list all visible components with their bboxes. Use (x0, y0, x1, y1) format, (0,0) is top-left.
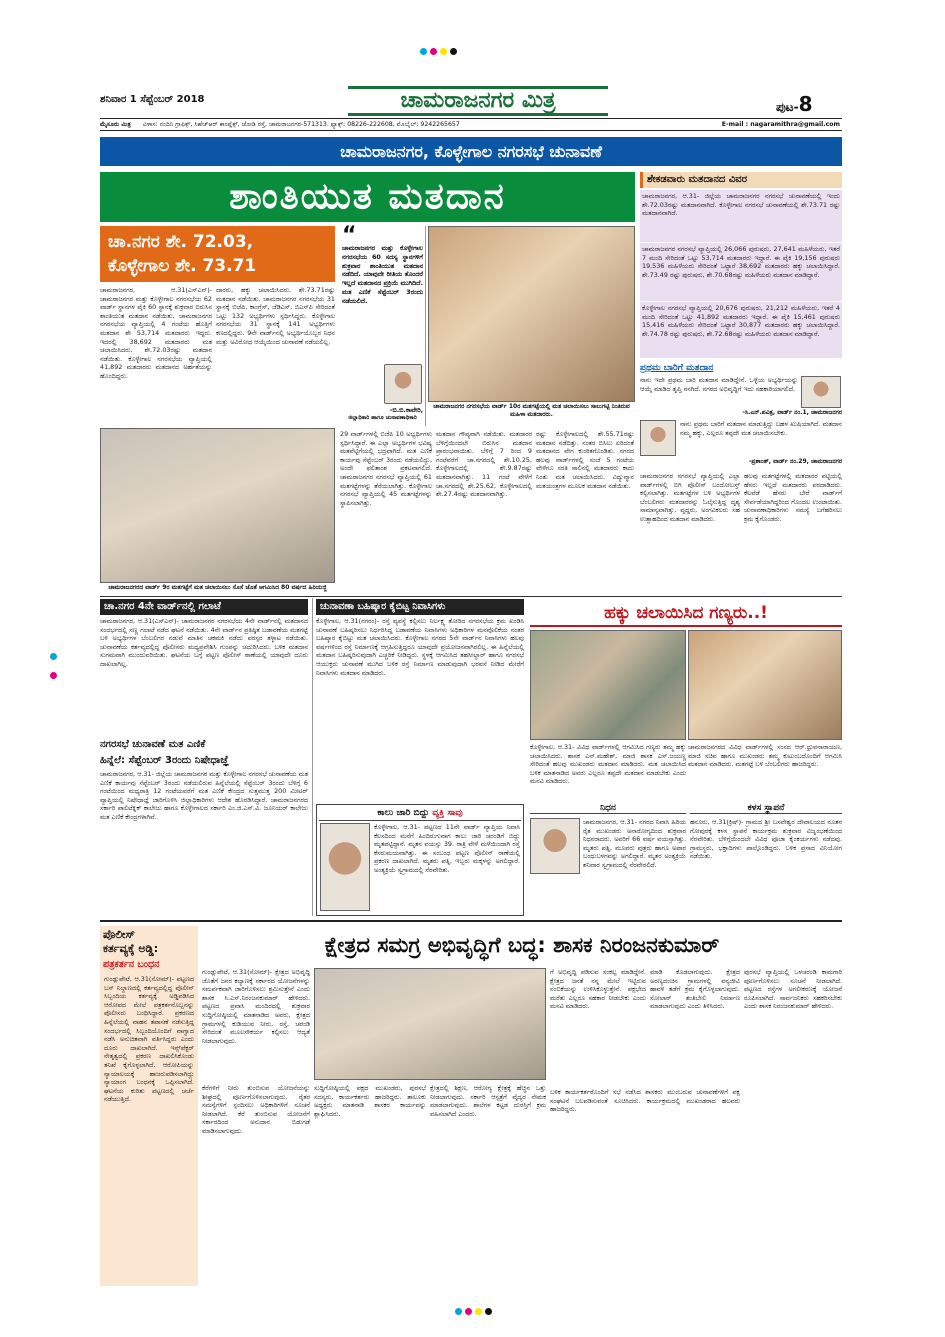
police-story-box (100, 926, 198, 1286)
first-vote-sig1: -ಸಿ.ಎನ್.ಪವಿತ್ರ, ವಾರ್ಡ್ ನಂ.1, ಚಾಮರಾಜನಗರ (742, 409, 842, 416)
page-label-text: ಪುಟ- (776, 100, 799, 114)
police-story-body: ಗುಂಡ್ಲುಪೇಟೆ, ಆ.31(ಸೋಮ್‌)- ಪಟ್ಟಣದ ಬಸ್ ನಿಲ್ದಾಣದಲ್ಲಿ ಕರ್ತವ್ಯದಲ್ಲಿದ್ದ ಪೊಲೀಸ್ ಸಿಬ್ಬಂದಿಯ ಕರ್ತವ್ಯಕ್ಕೆ ಅಡ್ಡಿಪಡಿಸಿದ ಆರೋಪದ ಮೇಲೆ ಪತ್ರಕರ್ತನೊಬ್ಬನನ್ನು ಪೊಲೀಸರು ಬಂಧಿಸಿದ್ದಾರೆ. ಪ್ರಕರಣದ ಹಿನ್ನೆಲೆಯಲ್ಲಿ ವಾಹನ ತಪಾಸಣೆ ನಡೆಸುತ್ತಿದ್ದ ಸಂದರ್ಭದಲ್ಲಿ ಸಿಬ್ಬಂದಿಯೊಂದಿಗೆ ವಾಗ್ವಾದ ನಡೆಸಿ ಅನುಚಿತವಾಗಿ ವರ್ತಿಸಿದ್ದರು ಎಂದು ದೂರು ದಾಖಲಾಗಿದೆ. ಇನ್ಸ್‌ಪೆಕ್ಟರ್ ನೇತೃತ್ವದಲ್ಲಿ ಪ್ರಕರಣ ದಾಖಲಿಸಿಕೊಂಡು ತನಿಖೆ ಕೈಗೊಳ್ಳಲಾಗಿದೆ. ಆರೋಪಿಯನ್ನು ನ್ಯಾಯಾಲಯಕ್ಕೆ ಹಾಜರುಪಡಿಸಲಾಗಿದ್ದು ನ್ಯಾಯಾಂಗ ಬಂಧನಕ್ಕೆ ಒಪ್ಪಿಸಲಾಗಿದೆ. ಘಟನೆಯ ಕುರಿತು ಪಟ್ಟಣದಲ್ಲಿ ಚರ್ಚೆ ನಡೆಯುತ್ತಿದೆ. (104, 975, 194, 1104)
lead-headline: ಶಾಂತಿಯುತ ಮತದಾನ (100, 172, 635, 222)
lead-body-col4: ಮತದಾನ ಗೌಪ್ಯವಾಗಿ ನಡೆಯಿತು. ಮತದಾರರ ಬೆಳಿಗ್ಗೆಯಿಂದಲೇ ಬಿರುಸಿನ ಮತದಾನ ಪ್ರಾರಂಭವಾಯಿತು. ಬೆಳಿಗ್ಗೆ 7 ರಿಂದ 9 ಗಂಟೆವರೆಗೆ ಚಾ.ನಗರದಲ್ಲಿ ಶೇ.10.25, ಕೊಳ್ಳೇಗಾಲದಲ್ಲಿ ಶೇ.9.87ರಷ್ಟು ಮತದಾನವಾಗಿತ್ತು. 11 ಗಂಟೆ ವೇಳೆಗೆ ಚಾ.ನಗರದಲ್ಲಿ ಶೇ.25.62, ಕೊಳ್ಳೇಗಾಲದಲ್ಲಿ ಶೇ.27.4ರಷ್ಟು ಮತದಾನವಾಗಿತ್ತು. (436, 430, 532, 499)
elder-voter-caption: ಚಾಮರಾಜನಗರದ ವಾರ್ಡ್ 9ರ ಮತಗಟ್ಟೆಗೆ ಮತ ಚಲಾಯಿಸಲು ಸೊಸೆ ಜೊತೆ ಆಗಮಿಸಿದ 80 ವರ್ಷದ ಹಿರಿಯಜ್ಜಿ (108, 584, 327, 591)
kalasa-headline: ಕಳಸ ಸ್ಥಾಪನೆ (690, 803, 842, 814)
collector-role: ಜಿಲ್ಲಾಧಿಕಾರಿ ಹಾಗೂ ಚುನಾವಣಾಧಿಕಾರಿ (348, 415, 417, 421)
registration-marks-bottom (455, 1300, 495, 1319)
ward-clash-body: ಚಾಮರಾಜನಗರ, ಆ.31(ಎಸ್‌ಎನ್‌)- ಚಾಮರಾಜನಗರ ನಗರಸಭೆಯ 4ನೇ ವಾರ್ಡ್‌ನಲ್ಲಿ ಮತದಾನದ ಸಂದರ್ಭದಲ್ಲಿ ಸಣ್ಣ ಗಲಾಟೆ ನಡೆದ ಘಟನೆ ನಡೆಯಿತು. 4ನೇ ವಾರ್ಡ್‌ನ ಪ್ರತಿಷ್ಠಿತ ಬಡಾವಣೆಯ ಮತಗಟ್ಟೆ ಬಳಿ ಅಭ್ಯರ್ಥಿಗಳ ಬೆಂಬಲಿಗರ ನಡುವೆ ಮಾತಿನ ಚಕಮಕಿ ನಡೆದು ಪರಸ್ಪರ ತಳ್ಳಾಟ ನಡೆಯಿತು. ಚುನಾವಣೆಯ ಕರ್ತವ್ಯದಲ್ಲಿದ್ದ ಪೊಲೀಸರು ಮಧ್ಯಪ್ರವೇಶಿಸಿ ಗುಂಪನ್ನು ಚದುರಿಸಿದರು. ಬಳಿಕ ಮತದಾನ ಸುಗಮವಾಗಿ ಮುಂದುವರಿಯಿತು. ಘಟನೆಯ ಬಗ್ಗೆ ಪಟ್ಟಣ ಪೊಲೀಸ್ ಠಾಣೆಯಲ್ಲಿ ಯಾವುದೇ ದೂರು ದಾಖಲಾಗಿಲ್ಲ. (100, 617, 308, 668)
lead-body-col2: ದಾರರು, ಹಕ್ಕು ಚಲಾಯಿಸಿದರು. ಶೇ.73.71ರಷ್ಟು ಮತದಾನ ನಡೆಯಿತು. ಚಾಮರಾಜನಗರ ನಗರಸಭೆಯ 31 ಸ್ಥಾನಕ್ಕೆ ಬಿಜೆಪಿ, ಕಾಂಗ್ರೆಸ್, ಜೆಡಿಎಸ್, ಬಿಎಸ್‌ಪಿ ಸೇರಿದಂತೆ ಒಟ್ಟು 132 ಅಭ್ಯರ್ಥಿಗಳು ಸ್ಪರ್ಧಿಸಿದ್ದರು. ಕೊಳ್ಳೇಗಾಲ ನಗರಸಭೆಯ 31 ಸ್ಥಾನಕ್ಕೆ 141 ಅಭ್ಯರ್ಥಿಗಳು ಕಣದಲ್ಲಿದ್ದರು. 9ನೇ ವಾರ್ಡ್‌ನಲ್ಲಿ ಅಭ್ಯರ್ಥಿಯೊಬ್ಬರ ನಿಧನ ಮತ್ತು ಅವಿರೋಧ ಆಯ್ಕೆಯಿಂದ ಚುನಾವಣೆ ನಡೆಯಲಿಲ್ಲ. (216, 286, 335, 346)
dignitary-photo-1 (530, 630, 686, 740)
boycott-body: ಕೊಳ್ಳೇಗಾಲ, ಆ.31(ನಗರಂ)- ರಸ್ತೆ ವ್ಯವಸ್ಥೆ ಕಲ್ಪಿಸಲು ನಿರ್ಲಕ್ಷ್ಯ ತೋರಿದ ನಗರಸಭೆಯ ಕ್ರಮ ಖಂಡಿಸಿ ಚುನಾವಣೆ ಬಹಿಷ್ಕರಿಸಲು ನಿರ್ಧರಿಸಿದ್ದ ಬಡಾವಣೆಯ ನಿವಾಸಿಗಳು ಅಧಿಕಾರಿಗಳ ಮನವೊಲಿಕೆಯ ನಂತರ ಬಹಿಷ್ಕಾರ ಕೈಬಿಟ್ಟು ಮತ ಚಲಾಯಿಸಿದರು. ಕೊಳ್ಳೇಗಾಲ ನಗರದ 5ನೇ ವಾರ್ಡ್‌ನ ನಿವಾಸಿಗಳು ಹಲವು ವರ್ಷಗಳಿಂದ ರಸ್ತೆ ನಿರ್ಮಾಣಕ್ಕೆ ಆಗ್ರಹಿಸುತ್ತಿದ್ದರೂ ಯಾವುದೇ ಪ್ರಯೋಜನವಾಗಿರಲಿಲ್ಲ. ಈ ಹಿನ್ನೆಲೆಯಲ್ಲಿ ಮತದಾನ ಬಹಿಷ್ಕರಿಸುವುದಾಗಿ ಎಚ್ಚರಿಕೆ ನೀಡಿದ್ದರು. ಸ್ಥಳಕ್ಕೆ ಆಗಮಿಸಿದ ತಹಸೀಲ್ದಾರ್ ಹಾಗೂ ನಗರಸಭೆ ಆಯುಕ್ತರು ಚುನಾವಣೆ ಮುಗಿದ ಬಳಿಕ ರಸ್ತೆ ನಿರ್ಮಾಣ ಮಾಡುವುದಾಗಿ ಭರವಸೆ ನೀಡಿದ ಮೇರೆಗೆ ನಿವಾಸಿಗಳು ಮತದಾನ ಮಾಡಿದರು. (316, 617, 524, 677)
registration-marks-left (50, 648, 60, 686)
turnout-details-para1: ಚಾಮರಾಜನಗರ, ಆ.31- ಜಿಲ್ಲೆಯ ಚಾಮರಾಜನಗರ ನಗರಸಭೆ ಚುನಾವಣೆಯಲ್ಲಿ ಇಂದು ಶೇ.72.03ರಷ್ಟು ಮತದಾನವಾಗಿದೆ. ಕೊಳ್ಳೇಗಾಲ ನಗರಸಭೆ ಚುನಾವಣೆಯಲ್ಲಿ ಶೇ.73.71 ರಷ್ಟು ಮತದಾನವಾಗಿದೆ. (640, 190, 842, 242)
death-story-body: ಕೊಳ್ಳೇಗಾಲ, ಆ.31- ಪಟ್ಟಣದ 11ನೇ ವಾರ್ಡ್ ವ್ಯಾಪ್ತಿಯ ನಿವಾಸಿ ಕೆಲಸದಿಂದ ಮನೆಗೆ ಹಿಂದಿರುಗುವಾಗ ಕಾಲು ಜಾರಿ ಚರಂಡಿಗೆ ಬಿದ್ದು ಮೃತಪಟ್ಟಿದ್ದಾನೆ. ಮೃತನ ವಯಸ್ಸು 39. ರಾತ್ರಿ ವೇಳೆ ಮಳೆಯಿಂದಾಗಿ ರಸ್ತೆ ಕೆಸರುಮಯವಾಗಿತ್ತು. ಈ ಸಂಬಂಧ ಪಟ್ಟಣ ಪೊಲೀಸ್ ಠಾಣೆಯಲ್ಲಿ ಪ್ರಕರಣ ದಾಖಲಾಗಿದೆ. ಮೃತರು ಪತ್ನಿ, ಇಬ್ಬರು ಮಕ್ಕಳನ್ನು ಅಗಲಿದ್ದಾರೆ. ಅಂತ್ಯಕ್ರಿಯೆ ಸ್ವಗ್ರಾಮದಲ್ಲಿ ನೆರವೇರಿತು. (374, 823, 520, 874)
kalasa-body: ಹನೂರು, ಆ.31(ಕ್ರಿಷ್‌)- ಗ್ರಾಮದ ಶ್ರೀ ಬಸವೇಶ್ವರ ದೇವಾಲಯದ ನೂತನ ಗೋಪುರಕ್ಕೆ ಕಳಸ ಸ್ಥಾಪನೆ ಕಾರ್ಯಕ್ರಮ ಶುಕ್ರವಾರ ವಿಜೃಂಭಣೆಯಿಂದ ನೆರವೇರಿತು. ಬೆಳಿಗ್ಗೆಯಿಂದಲೇ ವಿವಿಧ ಪೂಜಾ ಕೈಂಕರ್ಯಗಳು ನಡೆದವು. ಗ್ರಾಮಸ್ಥರು, ಭಕ್ತಾದಿಗಳು ಪಾಲ್ಗೊಂಡಿದ್ದರು. ಬಳಿಕ ಪ್ರಸಾದ ವಿನಿಯೋಗ ನಡೆಯಿತು. (690, 818, 842, 861)
mla-col8: ಪುರಸಭೆ ವ್ಯಾಪ್ತಿಯಲ್ಲಿ ಒಳಚರಂಡಿ ಕಾಮಗಾರಿ ಪೂರ್ಣಗೊಳಿಸಲು ಸೂಚನೆ ನೀಡಲಾಗಿದೆ. ಪಟ್ಟಣದ ರಸ್ತೆಗಳ ಅಗಲೀಕರಣಕ್ಕೆ ಯೋಜನೆ ರೂಪಿಸಲಾಗಿದೆ. ಸಾರ್ವಜನಿಕರು ಸಹಕರಿಸಬೇಕು ಎಂದು ಶಾಸಕ ನಿರಂಜನಕುಮಾರ್ ಹೇಳಿದರು. (744, 968, 842, 1011)
death-story-box (316, 804, 524, 916)
dignitaries-caption1: ಕೊಳ್ಳೇಗಾಲ, ಆ.31- ವಿವಿಧ ವಾರ್ಡ್‌ಗಳಲ್ಲಿ ಆಗಮಿಸಿದ ಗಣ್ಯರು ತಮ್ಮ ಹಕ್ಕು ಚಲಾಯಿಸಿದರು. ಶಾಸಕ ಎನ್.ಮಹೇಶ್, ಮಾಜಿ ಶಾಸಕ ಎಸ್.ಜಯಣ್ಣ ಸೇರಿದಂತೆ ಹಲವು ಮುಖಂಡರು ಮತದಾನ ಮಾಡಿದರು. ಮತ ಚಲಾಯಿಸಿದ ಬಳಿಕ ಮಾತನಾಡಿದ ಅವರು ಎಲ್ಲರೂ ತಪ್ಪದೇ ಮತದಾನ ಮಾಡಬೇಕು ಎಂದು ಮನವಿ ಮಾಡಿದರು. (530, 743, 686, 786)
turnout-stat-line1: ಚಾ.ನಗರ ಶೇ. 72.03, (108, 232, 254, 252)
ward-clash-headline: ಚಾ.ನಗರ 4ನೇ ವಾರ್ಡ್‌ನಲ್ಲಿ ಗಲಾಟೆ (100, 599, 308, 615)
police-headline2: ಕರ್ತವ್ಯಕ್ಕೆ ಅಡ್ಡಿ: (103, 942, 159, 955)
section-tag: ಮೈಸೂರು ಮಿತ್ರ (100, 121, 131, 128)
prohibition-headline2: ಹಿನ್ನೆಲೆ: ಸೆಪ್ಟೆಂಬರ್ 3ರಂದು ನಿಷೇಧಾಜ್ಞೆ (100, 755, 229, 766)
lead-body-col3: 29 ವಾರ್ಡ್‌ಗಳಲ್ಲಿ ಬಿಜೆಪಿ 10 ಅಭ್ಯರ್ಥಿಗಳು ಸ್ಪರ್ಧಿಸಿದ್ದಾರೆ. ಈ ಎಲ್ಲಾ ಅಭ್ಯರ್ಥಿಗಳ ಭವಿಷ್ಯ ಮತಪೆಟ್ಟಿಗೆಯಲ್ಲಿ ಭದ್ರವಾಗಿದೆ. ಮತ ಎಣಿಕೆ ಕಾರ್ಯವು ಸೆಪ್ಟೆಂಬರ್ 3ರಂದು ನಡೆಯಲಿದ್ದು, ಅಂದೇ ಫಲಿತಾಂಶ ಪ್ರಕಟವಾಗಲಿದೆ. ಚಾಮರಾಜನಗರ ನಗರಸಭೆ ವ್ಯಾಪ್ತಿಯಲ್ಲಿ 61 ಮತಗಟ್ಟೆಗಳನ್ನು ತೆರೆಯಲಾಗಿತ್ತು. ಕೊಳ್ಳೇಗಾಲ ನಗರಸಭೆ ವ್ಯಾಪ್ತಿಯಲ್ಲಿ 45 ಮತಗಟ್ಟೆಗಳನ್ನು ಸ್ಥಾಪಿಸಲಾಗಿತ್ತು. (340, 430, 432, 507)
lead-body-col1: ಚಾಮರಾಜನಗರ, ಆ.31(ಎಸ್‌ಎನ್‌)- ಚಾಮರಾಜನಗರ ಮತ್ತು ಕೊಳ್ಳೇಗಾಲ ನಗರಸಭೆಯ 62 ವಾರ್ಡ್ ಸ್ಥಾನಗಳ ಪೈಕಿ 60 ಸ್ಥಾನಕ್ಕೆ ಶುಕ್ರವಾರ ಬಿರುಸಿನ ಶಾಂತಿಯುತ ಮತದಾನ ನಡೆಯಿತು. ಚಾಮರಾಜನಗರ ನಗರಸಭೆಯ ವ್ಯಾಪ್ತಿಯಲ್ಲಿ 4 ಗಂಟೆಯ ಹೊತ್ತಿಗೆ ಮತದಾನ ಶೇ 53,714 ಮತದಾರರು ಇದ್ದರು. ಇದರಲ್ಲಿ 38,692 ಮತದಾರರು ಮತ ಚಲಾಯಿಸಿದರು. ಶೇ.72.03ರಷ್ಟು ಮತದಾನ ನಡೆಯಿತು. ಕೊಳ್ಳೇಗಾಲ ನಗರಸಭೆಯ ವ್ಯಾಪ್ತಿಯಲ್ಲಿ 41,892 ಮತದಾರರು ಮತದಾನದ ಅರ್ಹತೆಯನ್ನು ಹೊಂದಿದ್ದರು. (100, 286, 212, 380)
turnout-details-para3: ಕೊಳ್ಳೇಗಾಲ ನಗರಸಭೆ ವ್ಯಾಪ್ತಿಯಲ್ಲಿ 20,676 ಪುರುಷರು, 21,212 ಮಹಿಳೆಯರು, ಇತರೆ 4 ಮಂದಿ ಸೇರಿದಂತೆ ಒಟ್ಟು 41,892 ಮತದಾರರು ಇದ್ದಾರೆ. ಈ ಪೈಕಿ 15,461 ಪುರುಷರು 15,416 ಮಹಿಳೆಯರು ಸೇರಿದಂತೆ ಒಟ್ಟಾರೆ 30,877 ಮತದಾರರು ಹಕ್ಕು ಚಲಾಯಿಸಿದ್ದಾರೆ. ಶೇ.74.78 ರಷ್ಟು ಪುರುಷರು, ಶೇ.72.68ರಷ್ಟು ಮಹಿಳೆಯರು ಮತದಾನ ಮಾಡಿದ್ದಾರೆ. (640, 302, 842, 358)
dignitaries-caption2: ಚಾಮರಾಜನಗರದ ವಿವಿಧ ವಾರ್ಡ್‌ಗಳಲ್ಲಿ ಸಂಸದ ಆರ್.ಧ್ರುವನಾರಾಯಣ, ಮಾಜಿ ಸಚಿವ ಹಾಗೂ ಮುಖಂಡರು ತಮ್ಮ ಕುಟುಂಬದೊಂದಿಗೆ ಆಗಮಿಸಿ ಮತದಾನ ಮಾಡಿದರು. ಮತಗಟ್ಟೆ ಬಳಿ ಬೆಂಬಲಿಗರು ಹಾಜರಿದ್ದರು. (688, 743, 842, 769)
collector-name: -ಬಿ.ಬಿ.ಕಾವೇರಿ, (389, 406, 423, 414)
dignitaries-headline: ಹಕ್ಕು ಚಲಾಯಿಸಿದ ಗಣ್ಯರು..! (530, 599, 842, 627)
quote-mark-icon: “ (342, 223, 357, 248)
first-voter-1-photo (801, 376, 841, 408)
deceased-photo (320, 823, 370, 911)
turnout-stat-line2: ಕೊಳ್ಳೇಗಾಲ ಶೇ. 73.71 (108, 256, 257, 276)
paper-title: ಚಾಮರಾಜನಗರ ಮಿತ್ರ (348, 86, 608, 116)
police-headline1: ಪೊಲೀಸ್ (103, 928, 135, 941)
first-voter-2-photo (640, 420, 676, 456)
collector-photo (384, 364, 422, 404)
obituary-headline: ನಿಧನ (530, 803, 686, 814)
elder-voter-photo (100, 428, 335, 583)
mla-press-photo (314, 968, 546, 1080)
dignitary-photo-2 (688, 630, 842, 740)
turnout-details-title: ಶೇಕಡವಾರು ಮತದಾನದ ವಿವರ (640, 172, 842, 188)
page-label (776, 92, 813, 116)
voters-queue-caption: ಚಾಮರಾಜನಗರ ನಗರಸಭೆಯ ವಾರ್ಡ್ 10ರ ಮತಗಟ್ಟೆಯಲ್ಲಿ ಮತ ಚಲಾಯಿಸಲು ಸಾಲುಗಟ್ಟಿ ನಿಂತಿರುವ ಮಹಿಳಾ ಮತದಾರರು. (433, 403, 630, 418)
address-bar (100, 118, 842, 131)
first-vote-sig2: -ಪ್ರಶಾಂತ್, ವಾರ್ಡ್ ನಂ.29, ಚಾಮರಾಜನಗರ (748, 458, 842, 465)
turnout-stat-box (100, 226, 335, 282)
first-vote-para2: ನಾನು ಪ್ರಥಮ ಬಾರಿಗೆ ಮತದಾನ ಮಾಡುತ್ತಿದ್ದು ಬಹಳ ಖುಷಿಯಾಗಿದೆ. ಮತದಾನ ನಮ್ಮ ಹಕ್ಕು, ಎಲ್ಲರೂ ತಪ್ಪದೇ ಮತ ಚಲಾಯಿಸಬೇಕು. (680, 420, 842, 437)
email-text: E-mail : nagaramithra@gmail.com (721, 121, 840, 128)
page-number: 8 (798, 92, 813, 116)
masthead (100, 86, 842, 118)
polling-notes-col1: ಚಾಮರಾಜನಗರ ನಗರಸಭೆ ವ್ಯಾಪ್ತಿಯಲ್ಲಿ ಎಲ್ಲಾ ವಾರ್ಡ್‌ಗಳಲ್ಲಿ ಬಿಗಿ ಪೊಲೀಸ್ ಬಂದೋಬಸ್ತ್ ಕಲ್ಪಿಸಲಾಗಿತ್ತು. ಮತಗಟ್ಟೆಗಳ ಬಳಿ ಅಭ್ಯರ್ಥಿಗಳ ಬೆಂಬಲಿಗರು ಮತದಾರರನ್ನು ಓಲೈಸುತ್ತಿದ್ದ ದೃಶ್ಯ ಸಾಮಾನ್ಯವಾಗಿತ್ತು. ವೃದ್ಧರು, ಅಂಗವಿಕಲರು ಸಹ ಉತ್ಸಾಹದಿಂದ ಮತದಾನ ಮಾಡಿದರು. (640, 472, 740, 523)
mla-headline: ಕ್ಷೇತ್ರದ ಸಮಗ್ರ ಅಭಿವೃದ್ಧಿಗೆ ಬದ್ಧ: ಶಾಸಕ ನಿರಂಜನಕುಮಾರ್ (324, 933, 720, 957)
election-banner: ಚಾಮರಾಜನಗರ, ಕೊಳ್ಳೇಗಾಲ ನಗರಸಭೆ ಚುನಾವಣೆ (100, 137, 842, 166)
registration-marks-top (420, 40, 460, 59)
death-story-headline (319, 807, 521, 821)
obituary-body: ಚಾಮರಾಜನಗರ, ಆ.31- ನಗರದ ನಿವಾಸಿ ಹಿರಿಯ ರೈತ ಮುಖಂಡರು ಅನಾರೋಗ್ಯದಿಂದ ಶುಕ್ರವಾರ ನಿಧನರಾದರು. ಅವರಿಗೆ 66 ವರ್ಷ ವಯಸ್ಸಾಗಿತ್ತು. ಮೃತರು ಪತ್ನಿ, ಮೂವರು ಪುತ್ರರು ಹಾಗೂ ಅಪಾರ ಬಂಧುಬಳಗವನ್ನು ಅಗಲಿದ್ದಾರೆ. ಮೃತರ ಅಂತ್ಯಕ್ರಿಯೆ ಶನಿವಾರ ಸ್ವಗ್ರಾಮದಲ್ಲಿ ನೆರವೇರಲಿದೆ. (583, 818, 686, 869)
death-story-headline-a: ಕಾಲು ಜಾರಿ ಬಿದ್ದು (377, 808, 433, 818)
prohibition-body: ಚಾಮರಾಜನಗರ, ಆ.31- ಜಿಲ್ಲೆಯ ಚಾಮರಾಜನಗರ ಮತ್ತು ಕೊಳ್ಳೇಗಾಲ ನಗರಸಭೆ ಚುನಾವಣೆಯ ಮತ ಎಣಿಕೆ ಕಾರ್ಯವು ಸೆಪ್ಟೆಂಬರ್ 3ರಂದು ನಡೆಯಲಿರುವ ಹಿನ್ನೆಲೆಯಲ್ಲಿ ಸೆಪ್ಟೆಂಬರ್ 3ರಂದು ಬೆಳಿಗ್ಗೆ 6 ಗಂಟೆಯಿಂದ ಮಧ್ಯರಾತ್ರಿ 12 ಗಂಟೆಯವರೆಗೆ ಮತ ಎಣಿಕೆ ಕೇಂದ್ರದ ಸುತ್ತಮುತ್ತ 200 ಮೀಟರ್ ವ್ಯಾಪ್ತಿಯಲ್ಲಿ ನಿಷೇಧಾಜ್ಞೆ ಜಾರಿಗೊಳಿಸಿ ಜಿಲ್ಲಾಧಿಕಾರಿಗಳು ಆದೇಶ ಹೊರಡಿಸಿದ್ದಾರೆ. ಚಾಮರಾಜನಗರದ ಸರ್ಕಾರಿ ಪಾಲಿಟೆಕ್ನಿಕ್ ಕಾಲೇಜು ಹಾಗೂ ಕೊಳ್ಳೇಗಾಲದ ಸರ್ಕಾರಿ ಎಂ.ಜಿ.ಎಸ್.ವಿ. ಜೂನಿಯರ್ ಕಾಲೇಜು ಮತ ಎಣಿಕೆ ಕೇಂದ್ರಗಳಾಗಿವೆ. (100, 770, 308, 821)
issue-date: ಶನಿವಾರ 1 ಸೆಪ್ಟೆಂಬರ್ 2018 (100, 94, 205, 105)
prohibition-headline1: ನಗರಸಭೆ ಚುನಾವಣೆ ಮತ ಎಣಿಕೆ (100, 739, 206, 750)
collector-quote-box (340, 223, 426, 426)
mla-col7: ಬಳಿಕ ಕಾರ್ಯಕರ್ತರೊಂದಿಗೆ ಸಭೆ ನಡೆಸಿದ ಶಾಸಕರು ಮುಂಬರುವ ಚುನಾವಣೆಗಳಿಗೆ ಪಕ್ಷ ಸಂಘಟನೆ ಬಲಪಡಿಸುವಂತೆ ಸೂಚಿಸಿದರು. ಕಾರ್ಯಕ್ರಮದಲ್ಲಿ ಮುಖಂಡರಾದ ಹಲವರು ಹಾಜರಿದ್ದರು. (550, 1088, 740, 1114)
mla-col4: ಮಾಡಿ ಕೊಡಲಾಗುವುದು. ಕ್ಷೇತ್ರದ ಅರಣ್ಯದಂಚಿನ ಗ್ರಾಮಗಳಲ್ಲಿ ವನ್ಯಜೀವಿ ಹಾವಳಿ ತಡೆಗೆ ಕ್ರಮ ಕೈಗೊಳ್ಳಲಾಗುವುದು. ಸೋಲಾರ್ ತಂತಿಬೇಲಿ ನಿರ್ಮಾಣ ಮಾಡಲಾಗುವುದು ಎಂದು ತಿಳಿಸಿದರು. (650, 968, 740, 1011)
first-vote-title: ಪ್ರಥಮ ಬಾರಿಗೆ ಮತದಾನ (640, 363, 714, 373)
death-story-headline-b: ವ್ಯಕ್ತಿ ಸಾವು (432, 808, 463, 818)
address-text: ವಿಳಾಸ: ನಂದಿನಿ ಗ್ರಾಫಿಕ್ಸ್, ಸಿಹೆಚ್‌ಆರ್ ಕಾಂಪ್ಲೆಕ್ಸ್, ಜೋಡಿ ರಸ್ತೆ, ಚಾಮರಾಜನಗರ-571313. ಫ್ಯಾಕ್ಸ್: 08226-222608, ಮೊಬೈಲ್: 9242265657 (142, 121, 460, 128)
mla-col2: ಕೆರೆಗಳಿಗೆ ನೀರು ತುಂಬಿಸುವ ಯೋಜನೆಯನ್ನು ಶೀಘ್ರದಲ್ಲಿ ಪೂರ್ಣಗೊಳಿಸಲಾಗುವುದು. ರೈತರ ಸಮಸ್ಯೆಗಳಿಗೆ ಸ್ಪಂದಿಸಲು ಅಧಿಕಾರಿಗಳಿಗೆ ಸೂಚನೆ ನೀಡಲಾಗಿದೆ. ಕೆರೆ ತುಂಬಿಸುವ ಯೋಜನೆಗೆ ಸರ್ಕಾರದಿಂದ ಅನುದಾನ ಬಿಡುಗಡೆ ಮಾಡಿಸಲಾಗುವುದು. (202, 1084, 310, 1135)
mla-col3: ಗೆ ಅಭಿವೃದ್ಧಿ ಪಡಿಸುವ ಸಂಕಲ್ಪ ಮಾಡಿದ್ದೇನೆ. ಕ್ಷೇತ್ರದ ಜನತೆ ನನ್ನ ಮೇಲೆ ಇಟ್ಟಿರುವ ನಂಬಿಕೆಯನ್ನು ಉಳಿಸಿಕೊಳ್ಳುತ್ತೇನೆ. ಪಕ್ಷಭೇದ ಮರೆತು ಎಲ್ಲರೂ ಸಹಕಾರ ನೀಡಬೇಕು ಎಂದು ಮನವಿ ಮಾಡಿದರು. (550, 968, 646, 1011)
polling-notes-col2: ಹಲವು ಮತಗಟ್ಟೆಗಳಲ್ಲಿ ಮತದಾರರ ಪಟ್ಟಿಯಲ್ಲಿ ಹೆಸರು ಇಲ್ಲದೆ ಮತದಾರರು ಪರದಾಡಿದರು. ಕೆಲವೆಡೆ ಹೆಸರು ಬೇರೆ ವಾರ್ಡ್‌ಗೆ ಸೇರ್ಪಡೆಯಾಗಿದ್ದರಿಂದ ಗೊಂದಲ ಉಂಟಾಯಿತು. ಚುನಾವಣಾಧಿಕಾರಿಗಳು ಸಮಸ್ಯೆ ಬಗೆಹರಿಸಲು ಕ್ರಮ ಕೈಗೊಂಡರು. (744, 472, 842, 523)
mla-col6: ಕ್ಷೇತ್ರದಲ್ಲಿ ಶಿಕ್ಷಣ, ಆರೋಗ್ಯ ಕ್ಷೇತ್ರಕ್ಕೆ ಹೆಚ್ಚಿನ ಒತ್ತು ನೀಡಲಾಗುವುದು. ಸರ್ಕಾರಿ ಆಸ್ಪತ್ರೆಗೆ ವೈದ್ಯರ ನೇಮಕ ಮಾಡಲಾಗುವುದು. ಶಾಲೆಗಳ ಕಟ್ಟಡ ದುರಸ್ತಿಗೆ ಕ್ರಮ ವಹಿಸಲಾಗಿದೆ ಎಂದರು. (430, 1084, 546, 1118)
first-vote-para1: ನಾನು ಇದೇ ಪ್ರಥಮ ಬಾರಿ ಮತದಾನ ಮಾಡಿದ್ದೇನೆ. ಒಳ್ಳೆಯ ಅಭ್ಯರ್ಥಿಯನ್ನು ಆಯ್ಕೆ ಮಾಡಿದ ತೃಪ್ತಿ ನನಗಿದೆ. ನಗರದ ಅಭಿವೃದ್ಧಿಗೆ ಇದು ಸಹಕಾರಿಯಾಗಲಿದೆ. (640, 376, 798, 393)
mla-col1: ಗುಂಡ್ಲುಪೇಟೆ, ಆ.31(ಸೋಮ್‌)- ಕ್ಷೇತ್ರದ ಅಭಿವೃದ್ಧಿ ಜೊತೆಗೆ ಜನರ ಕಲ್ಯಾಣಕ್ಕೆ ಸರ್ಕಾರದ ಯೋಜನೆಗಳನ್ನು ಸಮರ್ಪಕವಾಗಿ ಜಾರಿಗೊಳಿಸಲು ಶ್ರಮಿಸುತ್ತೇನೆ ಎಂದು ಶಾಸಕ ಸಿ.ಎಸ್.ನಿರಂಜನಕುಮಾರ್ ಹೇಳಿದರು. ಪಟ್ಟಣದ ಪ್ರವಾಸಿ ಮಂದಿರದಲ್ಲಿ ಶುಕ್ರವಾರ ಸುದ್ದಿಗೋಷ್ಠಿಯಲ್ಲಿ ಮಾತನಾಡಿದ ಅವರು, ಕ್ಷೇತ್ರದ ಗ್ರಾಮಗಳಲ್ಲಿ ಕುಡಿಯುವ ನೀರು, ರಸ್ತೆ, ಚರಂಡಿ ಸೇರಿದಂತೆ ಮೂಲಸೌಕರ್ಯ ಕಲ್ಪಿಸಲು ಆದ್ಯತೆ ನೀಡಲಾಗುವುದು. (202, 968, 310, 1045)
mla-col5: ಸುದ್ದಿಗೋಷ್ಠಿಯಲ್ಲಿ ಪಕ್ಷದ ಮುಖಂಡರು, ಪುರಸಭೆ ಸದಸ್ಯರು, ಕಾರ್ಯಕರ್ತರು ಹಾಜರಿದ್ದರು. ತಾಲೂಕು ಅಧ್ಯಕ್ಷರು ಮಾತನಾಡಿ ಶಾಸಕರ ಕಾರ್ಯವನ್ನು ಶ್ಲಾಘಿಸಿದರು. (314, 1084, 426, 1118)
police-headline3: ಪತ್ರಕರ್ತನ ಬಂಧನ (103, 959, 160, 970)
boycott-headline: ಚುನಾವಣಾ ಬಹಿಷ್ಕಾರ ಕೈಬಿಟ್ಟ ನಿವಾಸಿಗಳು (316, 599, 524, 615)
voters-queue-photo (428, 226, 635, 402)
turnout-details-para2: ಚಾಮರಾಜನಗರ ನಗರಸಭೆ ವ್ಯಾಪ್ತಿಯಲ್ಲಿ 26,066 ಪುರುಷರು, 27,641 ಮಹಿಳೆಯರು, ಇತರೆ 7 ಮಂದಿ ಸೇರಿದಂತೆ ಒಟ್ಟು 53,714 ಮತದಾರರು ಇದ್ದಾರೆ. ಈ ಪೈಕಿ 19,156 ಪುರುಷರು 19,536 ಮಹಿಳೆಯರು ಸೇರಿದಂತೆ ಒಟ್ಟಾರೆ 38,692 ಮತದಾರರು ಹಕ್ಕು ಚಲಾಯಿಸಿದ್ದಾರೆ. ಶೇ.73.49 ರಷ್ಟು ಪುರುಷರು, ಶೇ.70.68ರಷ್ಟು ಮಹಿಳೆಯರು ಮತದಾನ ಮಾಡಿದ್ದಾರೆ. (640, 243, 842, 301)
collector-quote: ಚಾಮರಾಜನಗರ ಮತ್ತು ಕೊಳ್ಳೇಗಾಲ ನಗರಸಭೆಯ 60 ಸದಸ್ಯ ಸ್ಥಾನಗಳಿಗೆ ಶುಕ್ರವಾರ ಶಾಂತಿಯುತ ಮತದಾನ ನಡೆದಿದೆ. ಯಾವುದೇ ರೀತಿಯ ತೊಂದರೆ ಇಲ್ಲದೆ ಮತದಾನದ ಪ್ರಕ್ರಿಯೆ ಮುಗಿದಿದೆ. ಮತ ಎಣಿಕೆ ಸೆಪ್ಟೆಂಬರ್ 3ರಂದು ನಡೆಯಲಿದೆ. (342, 244, 423, 305)
lead-body-col5: ರಷ್ಟು ಕೊಳ್ಳೇಗಾಲದಲ್ಲಿ ಶೇ.55.71ರಷ್ಟು ಮತದಾನ ನಡೆದಿತ್ತು. ನಂತರ ಬಿಸಿಲು ಏರಿದಂತೆ ಮತದಾನದ ವೇಗ ಕುಂಠಿತಗೊಂಡಿತು. ನಗರದ ಹಲವು ವಾರ್ಡ್‌ಗಳಲ್ಲಿ ಸಂಜೆ 5 ಗಂಟೆಯ ವೇಳೆಗೂ ಸರತಿ ಸಾಲಿನಲ್ಲಿ ಮತದಾರರು ಕಾದು ನಿಂತು ಮತ ಚಲಾಯಿಸಿದರು. ವಿದ್ಯುನ್ಮಾನ ಮತಯಂತ್ರಗಳ ಮೂಲಕ ಮತದಾನ ನಡೆಯಿತು. (536, 430, 634, 490)
obituary-photo (530, 818, 580, 874)
